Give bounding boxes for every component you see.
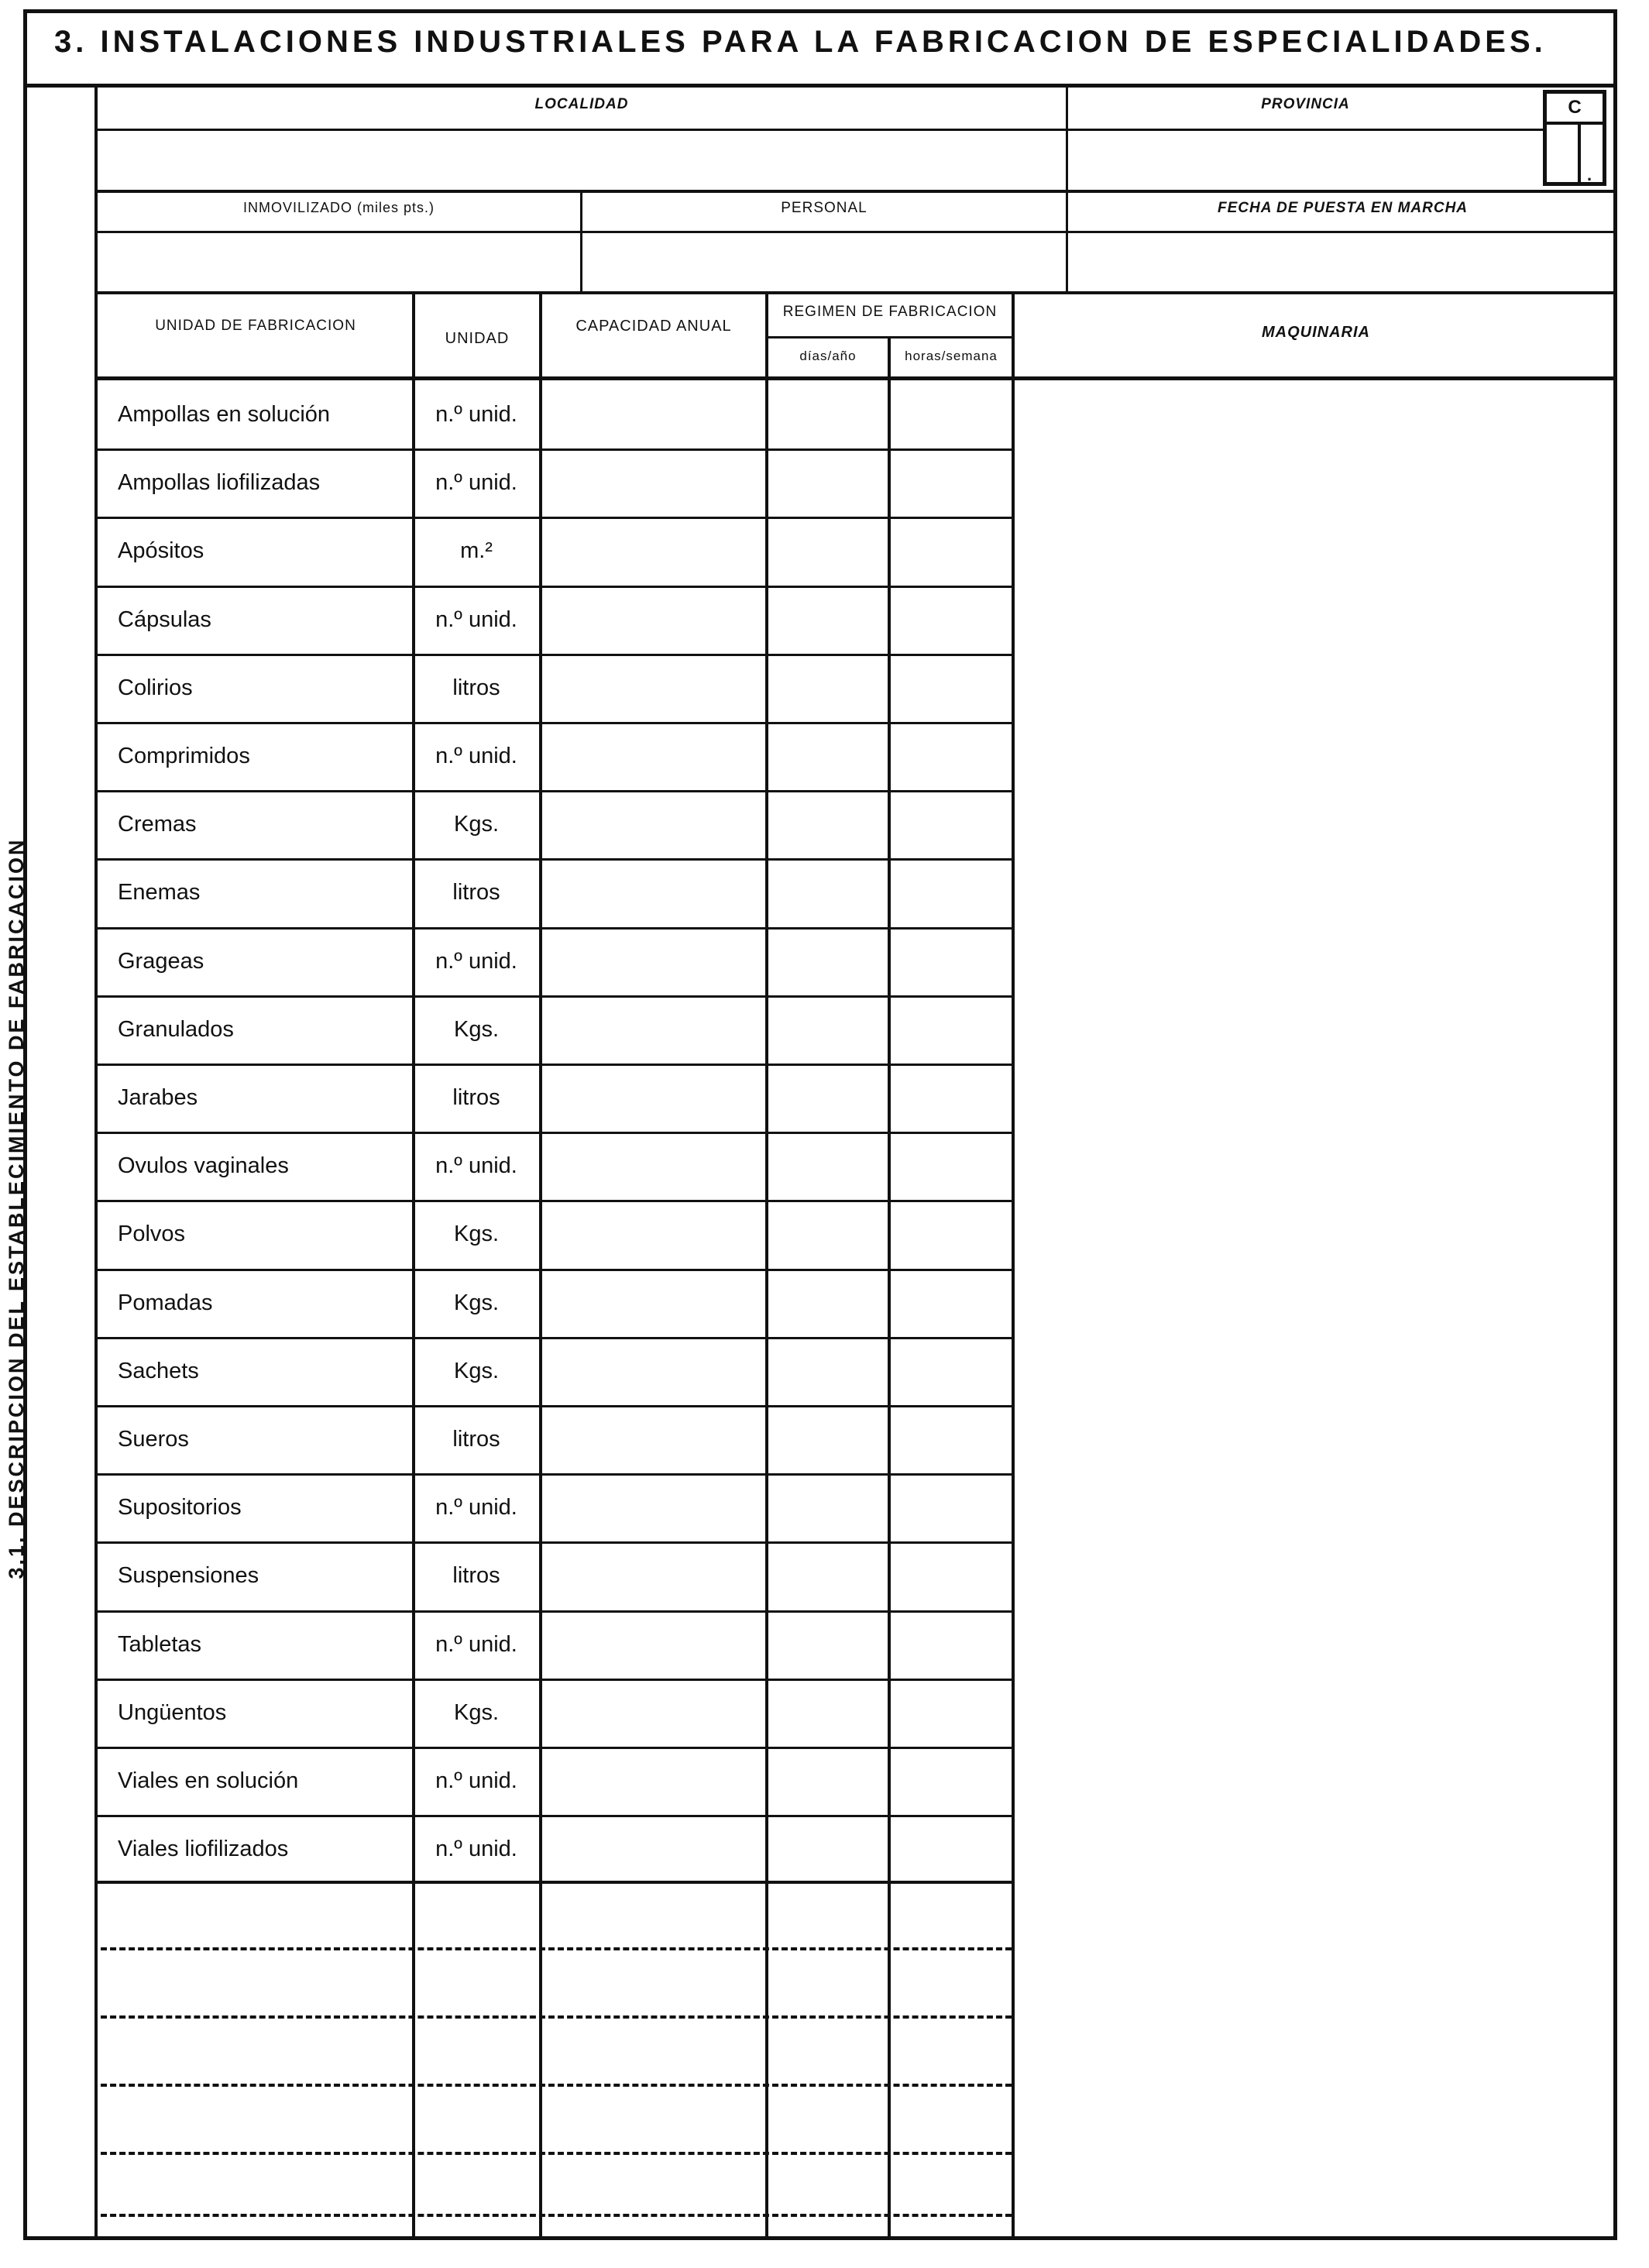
col-dias: días/año <box>799 349 857 363</box>
row-divider <box>94 1747 1013 1749</box>
fecha-field[interactable] <box>1068 233 1617 291</box>
maquinaria-field[interactable] <box>1015 380 1613 2236</box>
hours-cell[interactable] <box>891 1340 1012 1402</box>
col-maquinaria: MAQUINARIA <box>1262 324 1370 341</box>
row-label: Grageas <box>118 948 204 974</box>
row-label: Tabletas <box>118 1631 202 1657</box>
hours-cell[interactable] <box>891 657 1012 719</box>
inmovilizado-field[interactable] <box>98 233 580 291</box>
days-cell[interactable] <box>768 1682 888 1744</box>
hours-cell[interactable] <box>891 1135 1012 1197</box>
days-cell[interactable] <box>768 1818 888 1880</box>
capacity-cell[interactable] <box>542 1067 765 1129</box>
row-divider <box>94 1405 1013 1407</box>
days-cell[interactable] <box>768 998 888 1060</box>
hours-cell[interactable] <box>891 1476 1012 1538</box>
row-divider <box>94 995 1013 998</box>
hours-cell[interactable] <box>891 793 1012 855</box>
row-unit: n.º unid. <box>435 1768 517 1793</box>
days-cell[interactable] <box>768 1067 888 1129</box>
hours-cell[interactable] <box>891 1818 1012 1880</box>
code-divider <box>1547 122 1603 125</box>
row-label: Apósitos <box>118 538 204 564</box>
provincia-field[interactable] <box>1068 131 1541 190</box>
capacity-cell[interactable] <box>542 589 765 651</box>
personal-label: PERSONAL <box>781 200 867 216</box>
days-cell[interactable] <box>768 1272 888 1334</box>
hours-cell[interactable] <box>891 1272 1012 1334</box>
row-divider <box>94 1132 1013 1134</box>
row-unit: n.º unid. <box>435 1495 517 1521</box>
row-unit: litros <box>452 1085 500 1110</box>
row-label: Pomadas <box>118 1290 213 1315</box>
row-divider <box>94 1473 1013 1476</box>
page-title: 3. INSTALACIONES INDUSTRIALES PARA LA FABRICACION DE ESPECIALIDADES. <box>54 25 1547 59</box>
hours-cell[interactable] <box>891 725 1012 787</box>
days-cell[interactable] <box>768 589 888 651</box>
code-box <box>1543 90 1606 186</box>
capacity-cell[interactable] <box>542 725 765 787</box>
inmovilizado-label: INMOVILIZADO (miles pts.) <box>242 200 435 215</box>
row-label: Granulados <box>118 1016 234 1042</box>
days-cell[interactable] <box>768 861 888 923</box>
row-unit: n.º unid. <box>435 1837 517 1862</box>
row-divider <box>94 1064 1013 1066</box>
days-cell[interactable] <box>768 1203 888 1265</box>
row-label: Ampollas en solución <box>118 402 331 427</box>
col-regimen: REGIMEN DE FABRICACION <box>782 304 998 320</box>
row-unit: Kgs. <box>453 1699 500 1725</box>
code-tick <box>1578 125 1581 182</box>
code-dot: . <box>1587 165 1592 184</box>
row-divider <box>94 790 1013 792</box>
row-unit: Kgs. <box>453 1290 500 1315</box>
hours-cell[interactable] <box>891 1545 1012 1606</box>
row-unit: n.º unid. <box>435 744 517 768</box>
hours-cell[interactable] <box>891 1750 1012 1812</box>
capacity-cell[interactable] <box>542 930 765 992</box>
capacity-cell[interactable] <box>542 1408 765 1470</box>
row-divider <box>94 858 1013 861</box>
row-unit: n.º unid. <box>435 470 517 496</box>
capacity-cell[interactable] <box>542 861 765 923</box>
days-cell[interactable] <box>768 1408 888 1470</box>
hours-cell[interactable] <box>891 1613 1012 1675</box>
provincia-label: PROVINCIA <box>1261 96 1350 112</box>
row-label: Comprimidos <box>118 744 250 768</box>
row-unit: n.º unid. <box>435 1153 517 1179</box>
regimen-subheader-divider <box>768 336 1013 338</box>
localidad-field[interactable] <box>98 131 1066 190</box>
blank-line[interactable] <box>101 2015 1012 2019</box>
personal-field[interactable] <box>582 233 1066 291</box>
blank-line[interactable] <box>101 2152 1012 2155</box>
row-divider <box>94 1200 1013 1202</box>
row-unit: litros <box>452 880 500 905</box>
row-unit: n.º unid. <box>435 402 517 427</box>
row-unit: Kgs. <box>453 1016 500 1042</box>
row-unit: Kgs. <box>453 812 500 837</box>
section-label: 3.1. DESCRIPCION DEL ESTABLECIMIENTO DE FABRICACION <box>5 837 28 1579</box>
side-column-divider <box>94 84 98 2240</box>
row-divider <box>94 1541 1013 1544</box>
row-unit: litros <box>452 1427 500 1452</box>
row-label: Cremas <box>118 812 197 837</box>
localidad-label: LOCALIDAD <box>534 96 629 112</box>
row-label: Jarabes <box>118 1085 198 1110</box>
row-divider <box>94 1815 1013 1817</box>
row-divider <box>94 586 1013 588</box>
row-label: Supositorios <box>118 1495 242 1521</box>
row-label: Viales liofilizados <box>118 1837 289 1862</box>
hours-cell[interactable] <box>891 930 1012 992</box>
hours-cell[interactable] <box>891 998 1012 1060</box>
capacity-cell[interactable] <box>542 1750 765 1812</box>
days-cell[interactable] <box>768 1545 888 1606</box>
row-divider <box>94 517 1013 519</box>
row-label: Enemas <box>118 880 201 905</box>
days-cell[interactable] <box>768 1340 888 1402</box>
hours-cell[interactable] <box>891 1203 1012 1265</box>
days-cell[interactable] <box>768 383 888 445</box>
col-unidad-fabricacion: UNIDAD DE FABRICACION <box>155 318 356 334</box>
row-unit: m.² <box>460 538 493 564</box>
header-row2-top <box>94 190 1617 193</box>
blank-line[interactable] <box>101 1947 1012 1950</box>
row-divider <box>94 927 1013 930</box>
days-cell[interactable] <box>768 1476 888 1538</box>
capacity-cell[interactable] <box>542 657 765 719</box>
days-cell[interactable] <box>768 1750 888 1812</box>
hours-cell[interactable] <box>891 452 1012 514</box>
row-label: Ovulos vaginales <box>118 1153 289 1179</box>
col-unidad: UNIDAD <box>445 330 510 347</box>
capacity-cell[interactable] <box>542 1272 765 1334</box>
col-capacidad: CAPACIDAD ANUAL <box>575 318 732 335</box>
hours-cell[interactable] <box>891 1067 1012 1129</box>
code-letter: C <box>1568 97 1582 118</box>
capacity-cell[interactable] <box>542 1613 765 1675</box>
row-unit: n.º unid. <box>435 1631 517 1657</box>
hours-cell[interactable] <box>891 1682 1012 1744</box>
blank-line[interactable] <box>101 2214 1012 2217</box>
capacity-cell[interactable] <box>542 520 765 582</box>
days-cell[interactable] <box>768 793 888 855</box>
days-cell[interactable] <box>768 520 888 582</box>
capacity-cell[interactable] <box>542 1682 765 1744</box>
capacity-cell[interactable] <box>542 1545 765 1606</box>
row-unit: litros <box>452 675 500 700</box>
capacity-cell[interactable] <box>542 1818 765 1880</box>
title-divider <box>23 84 1617 88</box>
blank-line[interactable] <box>101 2084 1012 2087</box>
row-divider <box>94 654 1013 656</box>
days-cell[interactable] <box>768 452 888 514</box>
row-divider <box>94 1610 1013 1613</box>
capacity-cell[interactable] <box>542 1340 765 1402</box>
days-cell[interactable] <box>768 657 888 719</box>
row-label: Viales en solución <box>118 1768 299 1793</box>
hours-cell[interactable] <box>891 1408 1012 1470</box>
days-cell[interactable] <box>768 725 888 787</box>
capacity-cell[interactable] <box>542 1135 765 1197</box>
capacity-cell[interactable] <box>542 1203 765 1265</box>
row-label: Sachets <box>118 1358 199 1383</box>
row-label: Colirios <box>118 675 193 700</box>
row-label: Sueros <box>118 1427 189 1452</box>
row-label: Suspensiones <box>118 1563 259 1589</box>
capacity-cell[interactable] <box>542 452 765 514</box>
row-unit: Kgs. <box>453 1222 500 1247</box>
hours-cell[interactable] <box>891 589 1012 651</box>
days-cell[interactable] <box>768 1613 888 1675</box>
row-label: Ungüentos <box>118 1699 227 1725</box>
row-label: Polvos <box>118 1222 186 1247</box>
row-unit: n.º unid. <box>435 607 517 632</box>
row-divider <box>94 1269 1013 1271</box>
row-divider <box>94 448 1013 451</box>
row-divider <box>94 1679 1013 1681</box>
row-unit: n.º unid. <box>435 948 517 974</box>
row-unit: Kgs. <box>453 1358 500 1383</box>
capacity-cell[interactable] <box>542 1476 765 1538</box>
hours-cell[interactable] <box>891 383 1012 445</box>
days-cell[interactable] <box>768 1135 888 1197</box>
hours-cell[interactable] <box>891 861 1012 923</box>
row-unit: litros <box>452 1563 500 1589</box>
row-label: Ampollas liofilizadas <box>118 470 321 496</box>
capacity-cell[interactable] <box>542 793 765 855</box>
days-cell[interactable] <box>768 930 888 992</box>
fecha-label: FECHA DE PUESTA EN MARCHA <box>1217 200 1469 216</box>
row-divider <box>94 1337 1013 1339</box>
row-label: Cápsulas <box>118 607 211 632</box>
rows-end-line <box>94 1881 1013 1884</box>
header-row2-bottom <box>94 291 1617 294</box>
hours-cell[interactable] <box>891 520 1012 582</box>
capacity-cell[interactable] <box>542 383 765 445</box>
row-divider <box>94 722 1013 724</box>
capacity-cell[interactable] <box>542 998 765 1060</box>
col-horas: horas/semana <box>905 349 998 363</box>
